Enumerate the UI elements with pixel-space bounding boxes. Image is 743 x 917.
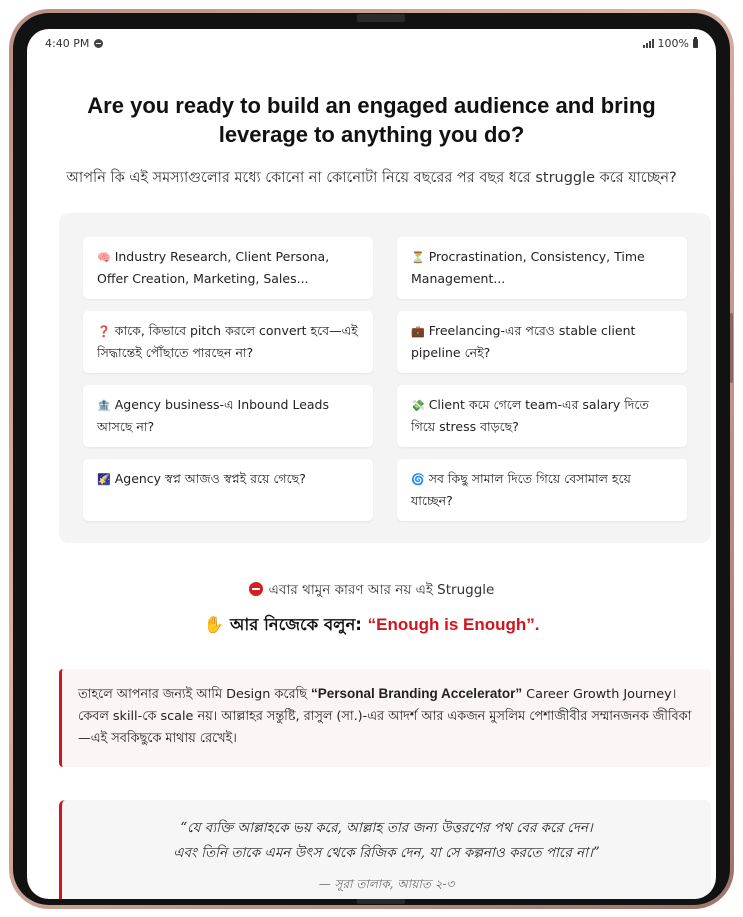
problem-text: Client কমে গেলে team-এর salary দিতে গিয়ে stress বাড়ছে?: [411, 397, 649, 434]
problem-card: [83, 459, 373, 521]
enough-highlight: “Enough is Enough”.: [367, 615, 540, 634]
brain-icon: 🧠: [97, 251, 111, 264]
problem-text: Agency স্বপ্ন আজও স্বপ্নই রয়ে গেছে?: [114, 471, 306, 486]
status-right-group: [643, 37, 698, 50]
status-time: 4:40 PM: [45, 37, 90, 50]
status-time-group: [45, 37, 103, 50]
problem-text: Procrastination, Consistency, Time Management...: [411, 249, 645, 286]
enough-message: [27, 612, 716, 639]
side-button: [730, 313, 733, 383]
stop-text: এবার থামুন কারণ আর নয় এই Struggle: [268, 582, 495, 598]
shooting-star-icon: 🌠: [97, 473, 111, 486]
callout-before: তাহলে আপনার জন্যই আমি Design করেছি: [78, 687, 312, 702]
no-entry-icon: [249, 582, 263, 596]
bank-icon: 🏦: [97, 399, 111, 412]
problem-card: [397, 385, 687, 447]
device-frame: [9, 9, 734, 909]
page-title: Are you ready to build an engaged audience and bring leverage to anything you do?: [87, 93, 656, 147]
question-icon: ❓: [97, 325, 111, 338]
problems-grid: [59, 213, 711, 543]
battery-percent: 100%: [657, 37, 689, 50]
cyclone-icon: 🌀: [411, 473, 425, 486]
device-bezel: [13, 13, 730, 905]
enough-lead: আর নিজেকে বলুন:: [230, 615, 368, 634]
notification-icon: [94, 39, 103, 48]
battery-icon: [693, 39, 698, 48]
callout-after: Career Growth Journey। কেবল skill-কে scale নয়। আল্লাহর সন্তুষ্টি, রাসুল (সা.)-এর আদর্শ আর একজন মুসলিম পেশাজীবীর সম্মানজনক জীবিকা—এই সবকিছুকে মাথায় রেখেই।: [78, 687, 692, 746]
problem-text: সব কিছু সামাল দিতে গিয়ে বেসামাল হয়ে যাচ্ছেন?: [411, 471, 631, 508]
problem-card: [397, 459, 687, 521]
quote-line-1: “যে ব্যক্তি আল্লাহকে ভয় করে, আল্লাহ তার জন্য উত্তরণের পথ বের করে দেন।: [180, 820, 593, 836]
problem-card: [83, 385, 373, 447]
problem-text: কাকে, কিভাবে pitch করলে convert হবে—এই সিদ্ধান্তেই পৌঁছাতে পারছেন না?: [97, 323, 358, 360]
problem-card: [397, 311, 687, 373]
page-subtitle: আপনি কি এই সমস্যাগুলোর মধ্যে কোনো না কোনোটা নিয়ে বছরের পর বছর ধরে struggle করে যাচ্ছেন?: [66, 170, 677, 186]
raised-hand-icon: ✋: [203, 615, 225, 634]
stop-message: [27, 579, 716, 602]
signal-icon: [643, 39, 654, 48]
problem-card: [83, 311, 373, 373]
problem-text: Industry Research, Client Persona, Offer Creation, Marketing, Sales...: [97, 249, 330, 286]
quote-line-2: এবং তিনি তাকে এমন উৎস থেকে রিজিক দেন, যা সে কল্পনাও করতে পারে না।”: [173, 845, 600, 861]
problem-card: [397, 237, 687, 299]
problem-card: [83, 237, 373, 299]
program-name: “Personal Branding Accelerator”: [311, 686, 523, 701]
status-bar: [27, 29, 716, 55]
hinge-top: [357, 14, 405, 22]
problem-text: Agency business-এ Inbound Leads আসছে না?: [97, 397, 330, 434]
program-callout: [59, 669, 711, 767]
money-wings-icon: 💸: [411, 399, 425, 412]
hourglass-icon: ⏳: [411, 251, 425, 264]
problem-text: Freelancing-এর পরেও stable client pipeline নেই?: [411, 323, 636, 360]
quran-quote: [59, 800, 711, 899]
briefcase-icon: 💼: [411, 325, 425, 338]
quote-source: — সূরা তালাক, আয়াত ২-৩: [318, 877, 455, 891]
screen[interactable]: [27, 29, 716, 899]
